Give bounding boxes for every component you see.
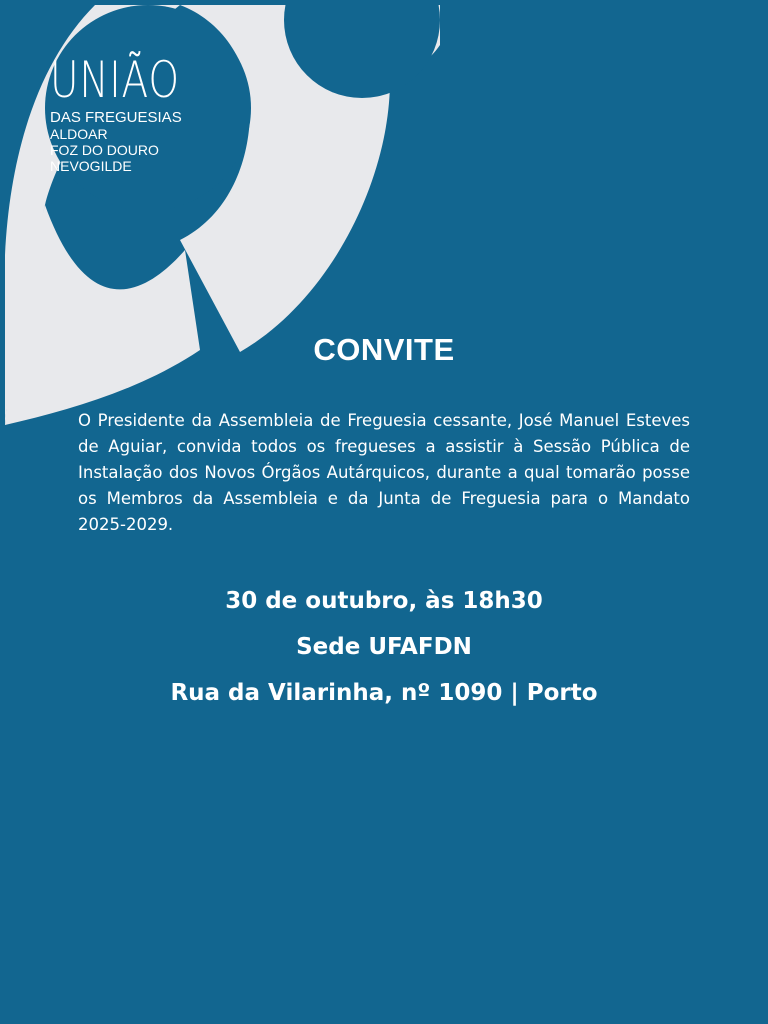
- event-address: Rua da Vilarinha, nº 1090 | Porto: [170, 680, 598, 706]
- event-details: [0, 578, 768, 716]
- top-edge: [0, 0, 768, 5]
- logo-line-das-freguesias: DAS FREGUESIAS: [50, 109, 182, 126]
- page-title: CONVITE: [313, 332, 455, 367]
- logo-wordmark: UNIÃO: [50, 51, 180, 109]
- logo: [50, 52, 216, 174]
- event-date: 30 de outubro, às 18h30: [225, 588, 543, 614]
- invitation-body: O Presidente da Assembleia de Freguesia cessante, José Manuel Esteves de Aguiar, convida todos os fregueses a assistir à Sessão Pública de Instalação dos Novos Órgãos Autárquicos, durante a qual tomarão posse os Membros da Assembleia e da Junta de Freguesia para o Mandato 2025-2029.: [78, 411, 690, 534]
- logo-line-nevogilde: NEVOGILDE: [50, 158, 132, 174]
- logo-line-foz-do-douro: FOZ DO DOURO: [50, 142, 159, 158]
- event-venue: Sede UFAFDN: [296, 634, 472, 660]
- logo-line-aldoar: ALDOAR: [50, 126, 108, 142]
